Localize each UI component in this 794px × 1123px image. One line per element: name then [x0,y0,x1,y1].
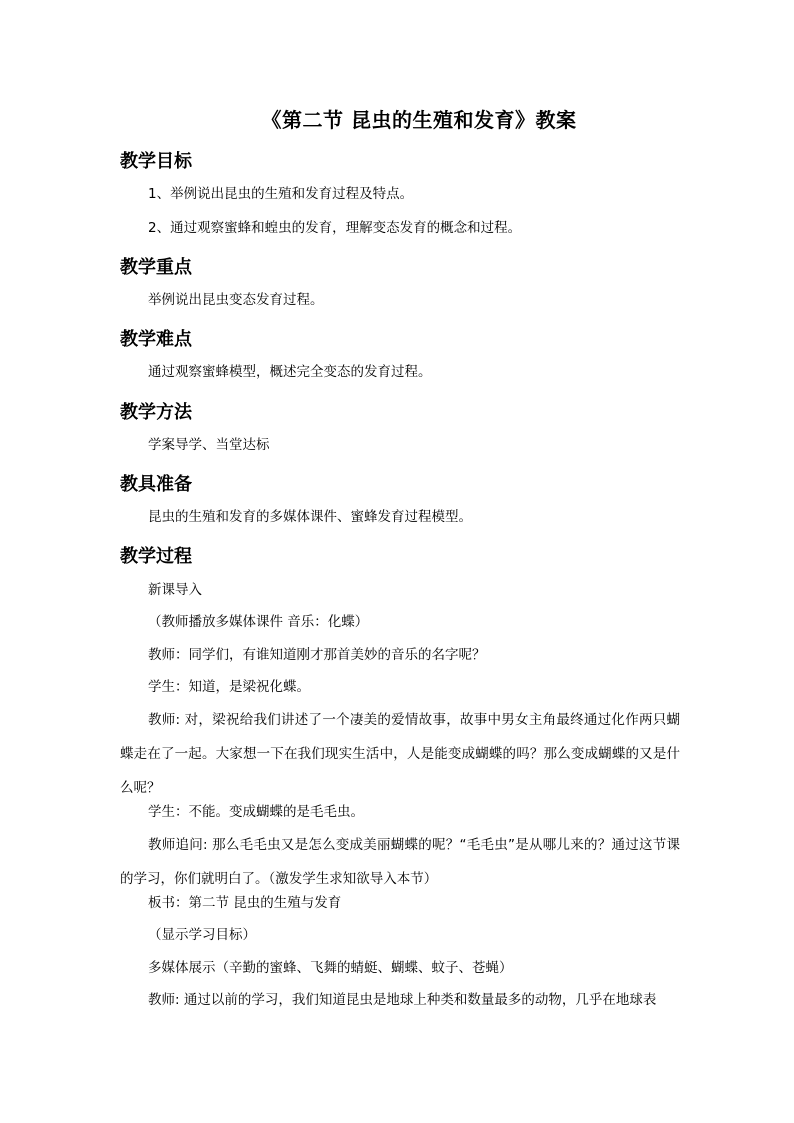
process-paragraph: 教师: 对，梁祝给我们讲述了一个凄美的爱情故事，故事中男女主角最终通过化作两只蝴蝶走在了一起。大家想一下在我们现实生活中，人是能变成蝴蝶的吗？那么变成蝴蝶的又是什么呢？ [120,712,680,796]
teaching-tools-text: 昆虫的生殖和发育的多媒体课件、蜜蜂发育过程模型。 [148,509,472,525]
heading-teaching-process: 教学过程 [120,546,192,567]
key-point-text: 举例说出昆虫变态发育过程。 [148,292,324,308]
process-line: 多媒体展示（辛勤的蜜蜂、飞舞的蜻蜓、蝴蝶、蚊子、苍蝇） [148,960,513,976]
goal-item-2: 2、通过观察蜜蜂和蝗虫的发育，理解变态发育的概念和过程。 [148,220,522,236]
process-line: 板书：第二节 昆虫的生殖与发育 [148,895,342,911]
teaching-method-text: 学案导学、当堂达标 [148,437,270,453]
document-title: 《第二节 昆虫的生殖和发育》教案 [261,108,577,132]
process-line: 学生：知道，是梁祝化蝶。 [148,679,310,695]
process-paragraph: 教师追问: 那么毛毛虫又是怎么变成美丽蝴蝶的呢？“毛毛虫”是从哪儿来的？通过这节课的学习，你们就明白了。（激发学生求知欲导入本节） [120,837,680,887]
heading-teaching-tools: 教具准备 [120,474,192,495]
difficult-point-text: 通过观察蜜蜂模型，概述完全变态的发育过程。 [148,364,432,380]
process-line: 教师：同学们，有谁知道刚才那首美妙的音乐的名字呢？ [148,647,486,663]
heading-teaching-method: 教学方法 [120,402,192,423]
process-line: 新课导入 [148,582,202,598]
heading-teaching-goals: 教学目标 [120,151,192,172]
process-line: （显示学习目标） [148,927,256,943]
process-line: （教师播放多媒体课件 音乐：化蝶） [148,614,369,630]
heading-key-point: 教学重点 [120,257,192,278]
heading-difficult-point: 教学难点 [120,329,192,350]
process-line-truncated: 教师: 通过以前的学习，我们知道昆虫是地球上种类和数量最多的动物，几乎在地球表 [148,992,657,1008]
goal-item-1: 1、举例说出昆虫的生殖和发育过程及特点。 [148,186,414,202]
process-line: 学生：不能。变成蝴蝶的是毛毛虫。 [148,804,364,820]
